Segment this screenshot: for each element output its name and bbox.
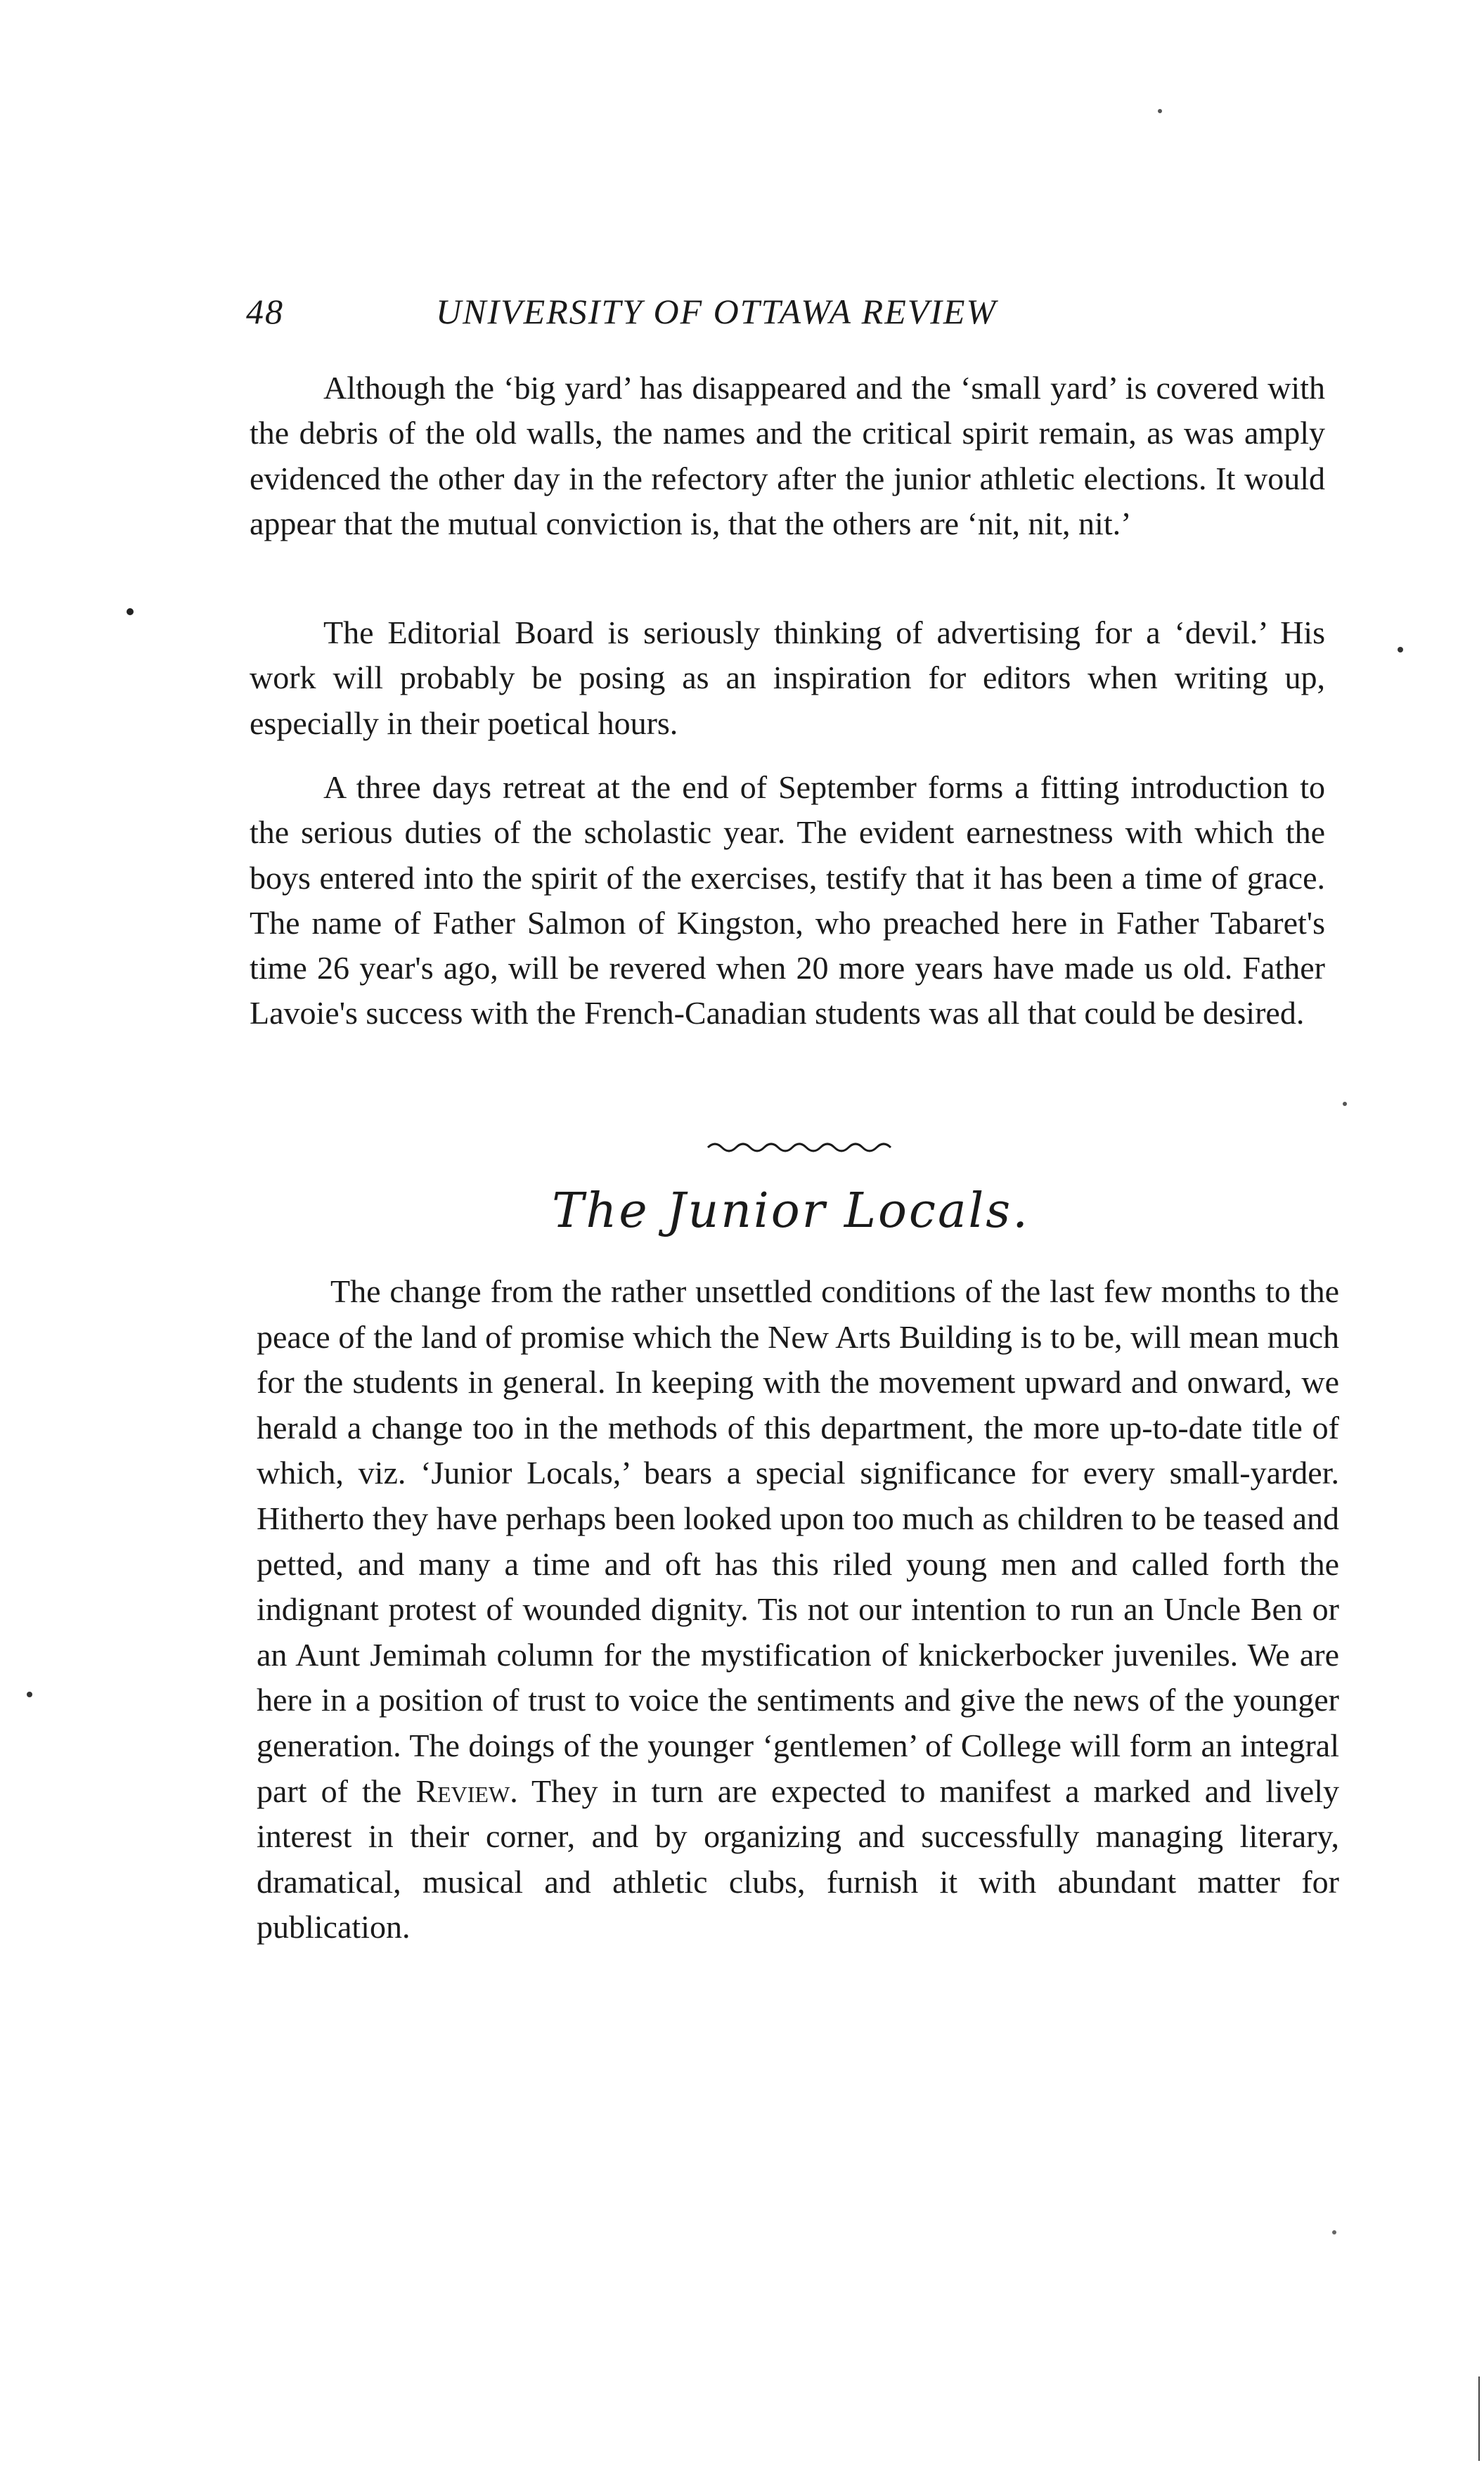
review-small-caps: Review: [415, 1773, 510, 1809]
running-head: [246, 287, 1301, 336]
paragraph-junior-locals: [257, 1269, 1339, 1950]
paragraph-big-yard: Although the ‘big yard’ has disappeared and the ‘small yard’ is covered with the debris of the old walls, the names and the critical spirit remain, as was amply evidenced the other day in the refectory after the junior athletic elections. It would appear that the mutual conviction is, that the others are ‘nit, nit, nit.’: [250, 370, 1325, 541]
paragraph-retreat: A three days retreat at the end of September forms a fitting introduction to the serious duties of the scholastic year. The evident earnestness with which the boys entered into the spirit of the exercises, testify that it has been a time of grace. The name of Father Salmon of Kingston, who preached here in Father Tabaret's time 26 year's ago, will be revered when 20 more years have made us old. Father Lavoie's success with the French-Canadian students was all that could be desired.: [250, 769, 1325, 1031]
section-heading: The Junior Locals.: [552, 1183, 1030, 1239]
wavy-ornament-divider: [705, 1139, 895, 1160]
paragraph-editorial-board: The Editorial Board is seriously thinking of advertising for a ‘devil.’ His work will probably be posing as an inspiration for editors when writing up, especially in their poetical hours.: [250, 615, 1325, 741]
journal-title: UNIVERSITY OF OTTAWA REVIEW: [436, 292, 998, 331]
paragraph-junior-locals-text-end: . They in turn are expected to manifest a marked and lively interest in their corner, and by organizing and successfully managing literary, dramatical, musical and athletic clubs, furnish it with abundant matter for publication.: [257, 1773, 1339, 1945]
page-number: 48: [246, 292, 284, 331]
paragraph-junior-locals-text-start: The change from the rather unsettled conditions of the last few months to the peace of the land of promise which the New Arts Building is to be, will mean much for the students in general. In keeping with the movement upward and onward, we herald a change too in the methods of this department, the more up-to-date title of which, viz. ‘Junior Locals,’ bears a special significance for every small-yarder. Hitherto they have perhaps been looked upon too much as children to be teased and petted, and many a time and oft has this riled young men and called forth the indignant protest of wounded dignity. Tis not our intention to run an Uncle Ben or an Aunt Jemimah column for the mystification of knickerbocker juveniles. We are here in a position of trust to voice the sentiments and give the news of the younger generation. The doings of the younger ‘gentlemen’ of College will form an integral part of the: [257, 1273, 1339, 1809]
